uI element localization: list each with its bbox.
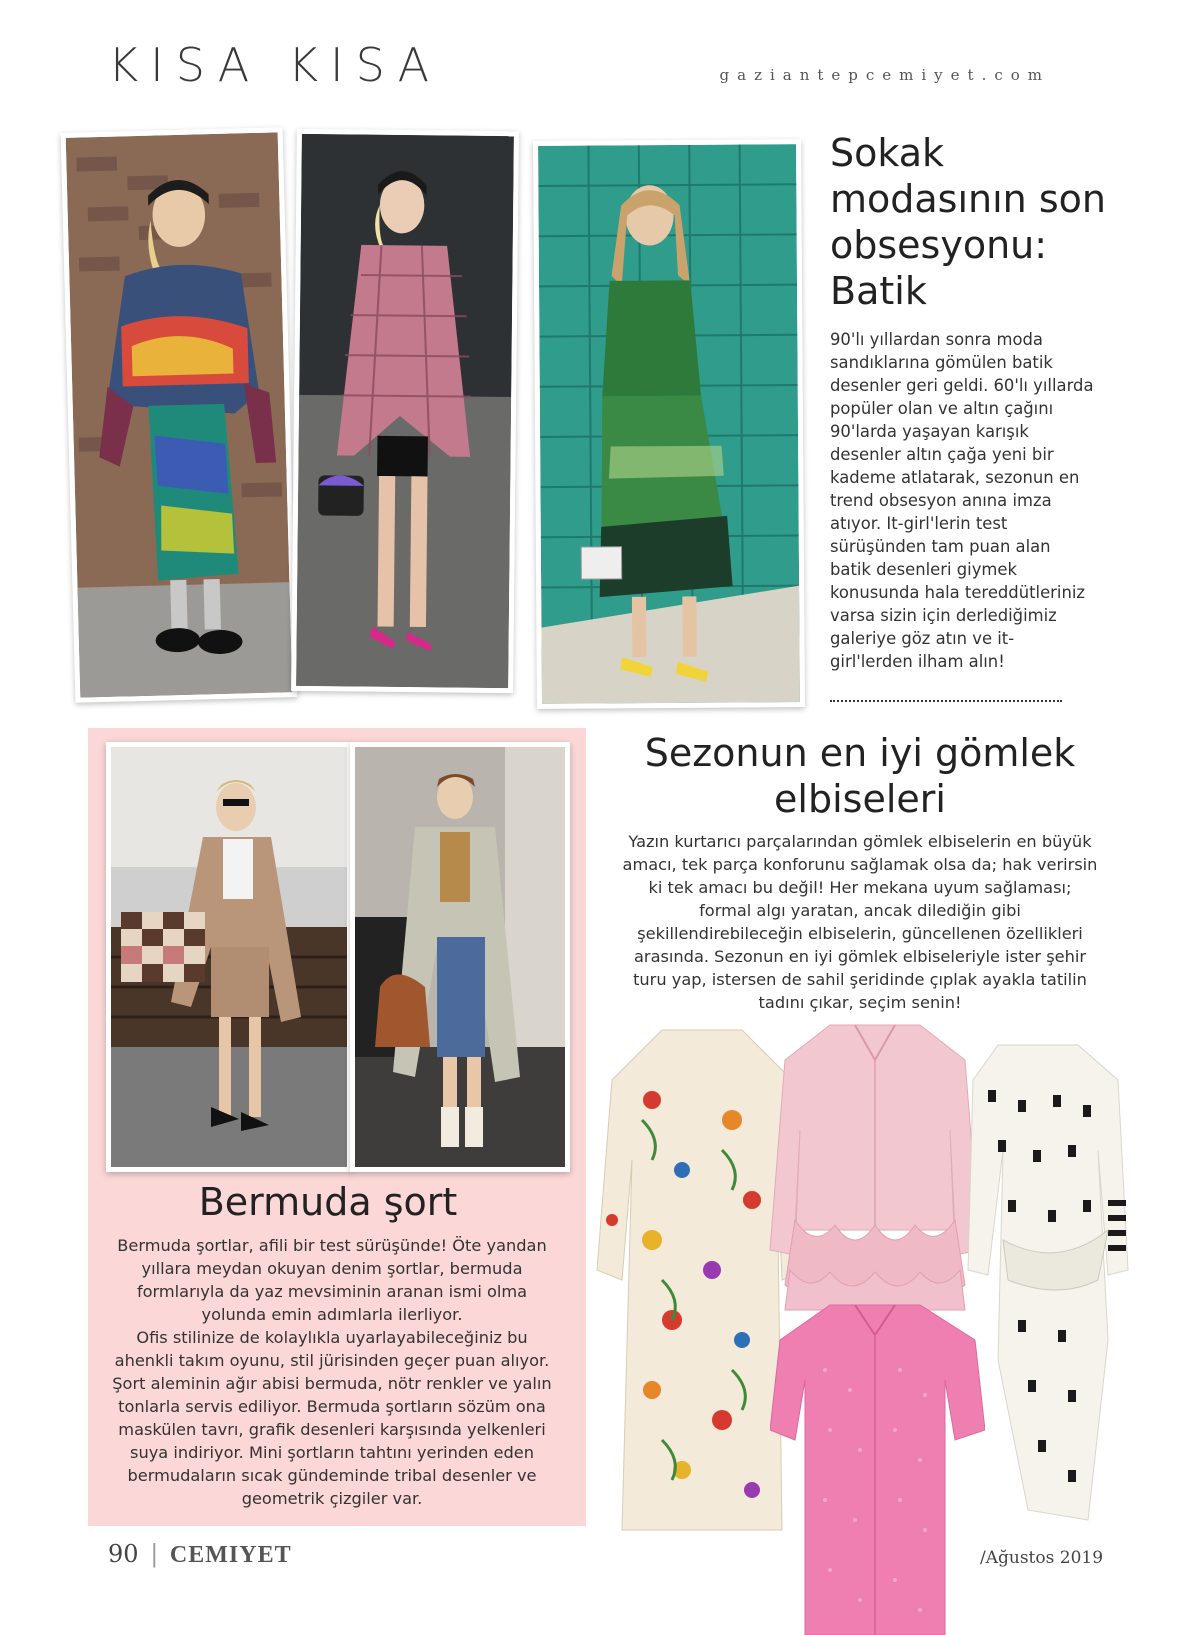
- bermuda-body-paragraph-2: Ofis stilinize de kolaylıkla uyarlayabileceğiniz bu ahenkli takım oyunu, stil jürisinden geçer puan alıyor. Şort aleminin ağır abisi bermuda, nötr renkler ve yalın tonlarla servis ediliyor. Bermuda şortların sözüm ona maskülen tavrı, grafik desenleri karşısında yelkenleri suya indiriyor. Mini şortların tahtını yerinden eden bermudaların sıcak gündeminde tribal desenler ve geometrik çizgiler var.: [112, 1328, 552, 1508]
- photo-batik-green-dress: [533, 139, 805, 709]
- photo-image: [111, 747, 347, 1167]
- gomlek-article-title: Sezonun en iyi gömlek elbiseleri: [644, 731, 1076, 821]
- bermuda-article-body: [106, 1234, 558, 1510]
- photo-batik-brick-wall: [61, 127, 298, 703]
- gomlek-article-body: Yazın kurtarıcı parçalarından gömlek elbiselerin en büyük amacı, tek parça konforunu sağlamak olsa da; hak verirsin ki tek amacı bu değil! Her mekana uyum sağlaması; formal algı yaratan, ancak dilediğin gibi şekillendirebileceğin elbiselerin, güncellenen özellikleri arasında. Sezonun en iyi gömlek elbiseleriyle ister şehir turu yap, istersen de sahil şeridinde çıplak ayakla tatilin tadını çıkar, seçim senin!: [622, 832, 1098, 1012]
- pink-polka-shirt-dress: [770, 1300, 985, 1635]
- photo-image: [538, 144, 800, 704]
- section-title: KISA KISA: [108, 38, 442, 92]
- batik-article-body: 90'lı yıllardan sonra moda sandıklarına gömülen batik desenler geri geldi. 60'lı yıllarda popüler olan ve altın çağını 90'larda yaşayan karışık desenler altın çağa yeni bir kademe atlatarak, sezonun en trend obsesyon anına imza atıyor. It-girl'lerin test sürüşünden tam puan alan batik desenleri giymek konusunda hala tereddütleriniz varsa sizin için derlediğimiz galeriye göz atın ve it-girl'lerden ilham alın!: [830, 330, 1094, 671]
- batik-article-title: Sokak modasının son obsesyonu: Batik: [830, 131, 1106, 313]
- site-url: gaziantepcemiyet.com: [719, 66, 1050, 84]
- photo-bermuda-beige-suit: [106, 742, 352, 1172]
- issue-date: /Ağustos 2019: [980, 1548, 1104, 1568]
- page-number: 90: [108, 1540, 139, 1568]
- bermuda-body-paragraph-1: Bermuda şortlar, afili bir test sürüşünde! Öte yandan yıllara meydan okuyan denim şortlar, bermuda formlarıyla da yaz mevsiminin aranan ismi olma yolunda emin adımlarla ilerliyor.: [117, 1236, 547, 1324]
- page-footer-left: [108, 1540, 292, 1569]
- bermuda-article-title: Bermuda şort: [198, 1180, 458, 1224]
- photo-batik-pink-blazer: [291, 129, 519, 693]
- photo-image: [66, 132, 293, 697]
- article-divider: [830, 700, 1062, 702]
- photo-image: [355, 747, 565, 1167]
- pink-ruffle-shirt-dress: [760, 1020, 990, 1320]
- photo-image: [296, 134, 514, 688]
- footer-separator: |: [150, 1540, 159, 1568]
- magazine-name: CEMIYET: [169, 1542, 292, 1568]
- photo-bermuda-trench-denim: [350, 742, 570, 1172]
